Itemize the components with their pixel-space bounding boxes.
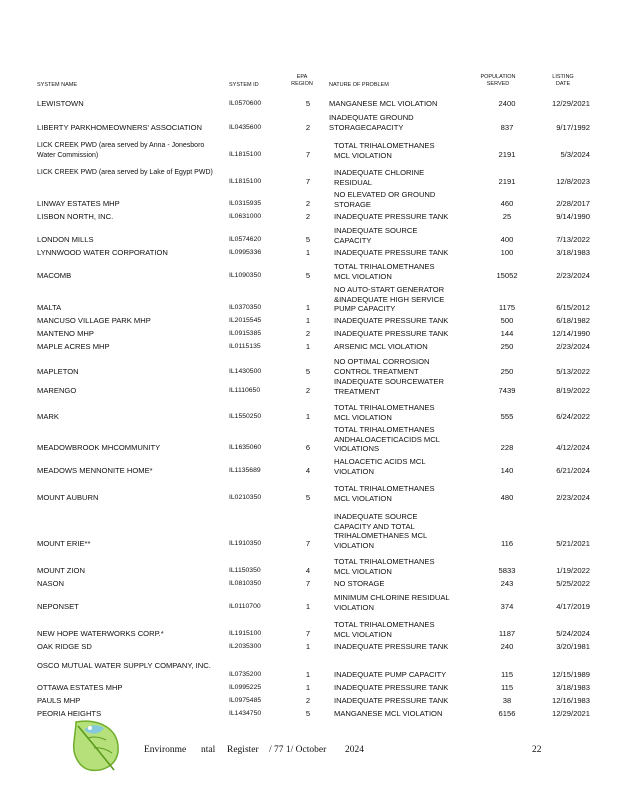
problem: INADEQUATE PRESSURE TANK	[334, 212, 449, 221]
system-name: LIBERTY PARKHOMEOWNERS' ASSOCIATION	[37, 123, 203, 132]
system-name: MARK	[37, 412, 59, 421]
system-name: NASON	[37, 579, 65, 588]
system-name: LYNNWOOD WATER CORPORATION	[37, 248, 168, 257]
problem: NO ELEVATED OR GROUND STORAGE	[334, 190, 436, 209]
epa-region: 7	[305, 177, 311, 186]
problem: TOTAL TRIHALOMETHANES MCL VIOLATION	[334, 262, 435, 281]
listing-date: 12/29/2021	[551, 99, 590, 108]
listing-date: 4/17/2019	[556, 602, 590, 611]
epa-region: 2	[305, 199, 311, 208]
header-nature-of-problem: NATURE OF PROBLEM	[329, 82, 389, 88]
problem: TOTAL TRIHALOMETHANES MCL VIOLATION	[334, 484, 435, 503]
footer-issue: / 77 1/ October	[269, 745, 327, 755]
epa-region: 2	[305, 329, 311, 338]
system-name: MEADOWBROOK MHCOMMUNITY	[37, 443, 161, 452]
system-id: IL0315935	[229, 200, 262, 207]
listing-date: 3/18/1983	[556, 248, 590, 257]
header-epa-region: EPA REGION	[291, 74, 313, 87]
system-id: IL0435600	[229, 124, 262, 131]
problem: INADEQUATE PRESSURE TANK	[334, 696, 449, 705]
epa-region: 1	[305, 412, 311, 421]
population: 15052	[496, 271, 518, 280]
footer-word-3: Register	[227, 745, 259, 755]
header-population-served: POPULATION SERVED	[480, 74, 516, 87]
population: 115	[500, 683, 514, 692]
population: 140	[500, 466, 514, 475]
listing-date: 12/29/2021	[551, 709, 590, 718]
population: 250	[500, 342, 514, 351]
epa-region: 1	[305, 683, 311, 692]
system-name: PAULS MHP	[37, 696, 81, 705]
population: 100	[500, 248, 514, 257]
epa-region: 1	[305, 248, 311, 257]
listing-date: 3/20/1981	[556, 642, 590, 651]
listing-date: 2/28/2017	[556, 199, 590, 208]
problem: ARSENIC MCL VIOLATION	[334, 342, 428, 351]
population: 250	[500, 367, 514, 376]
listing-date: 12/16/1983	[551, 696, 590, 705]
system-id: IL1815100	[229, 178, 262, 185]
population: 25	[502, 212, 512, 221]
problem: TOTAL TRIHALOMETHANES MCL VIOLATION	[334, 403, 435, 422]
listing-date: 2/23/2024	[556, 493, 590, 502]
system-id: IL0735200	[229, 671, 262, 678]
population: 228	[500, 443, 514, 452]
listing-date: 5/13/2022	[556, 367, 590, 376]
system-name: MANCUSO VILLAGE PARK MHP	[37, 316, 151, 325]
listing-date: 6/24/2022	[556, 412, 590, 421]
system-name: LINWAY ESTATES MHP	[37, 199, 120, 208]
listing-date: 6/21/2024	[556, 466, 590, 475]
system-id: IL1430500	[229, 368, 262, 375]
system-id: IL1090350	[229, 272, 262, 279]
system-id: IL1150350	[229, 567, 261, 574]
problem: MANGANESE MCL VIOLATION	[329, 99, 438, 108]
epa-region: 1	[305, 316, 311, 325]
system-id: IL2015545	[229, 317, 262, 324]
epa-region: 5	[305, 235, 311, 244]
system-name: MOUNT ZION	[37, 566, 85, 575]
system-id: IL0975485	[229, 697, 262, 704]
epa-region: 4	[305, 566, 311, 575]
system-id: IL1635060	[229, 444, 262, 451]
population: 374	[500, 602, 514, 611]
population: 5833	[498, 566, 516, 575]
footer-year: 2024	[345, 745, 364, 755]
system-name: MARENGO	[37, 386, 77, 395]
listing-date: 8/19/2022	[556, 386, 590, 395]
population: 116	[500, 539, 514, 548]
epa-region: 5	[305, 709, 311, 718]
system-id: IL0915385	[229, 330, 262, 337]
problem: INADEQUATE GROUND STORAGECAPACITY	[329, 113, 414, 132]
system-id: IL0810350	[229, 580, 262, 587]
epa-region: 7	[305, 150, 311, 159]
system-name: MAPLETON	[37, 367, 79, 376]
listing-date: 7/13/2022	[556, 235, 590, 244]
population: 837	[500, 123, 514, 132]
listing-date: 1/19/2022	[556, 566, 590, 575]
system-id: IL0631000	[229, 213, 262, 220]
system-id: IL0110700	[229, 603, 261, 610]
system-name: PEORIA HEIGHTS	[37, 709, 102, 718]
system-id: IL0210350	[229, 494, 262, 501]
system-name: OAK RIDGE SD	[37, 642, 92, 651]
header-system-id: SYSTEM ID	[229, 82, 259, 88]
population: 6156	[498, 709, 516, 718]
population: 480	[500, 493, 514, 502]
population: 38	[502, 696, 512, 705]
epa-region: 1	[305, 303, 311, 312]
problem: INADEQUATE PRESSURE TANK	[334, 329, 449, 338]
problem: MANGANESE MCL VIOLATION	[334, 709, 443, 718]
epa-region: 1	[305, 670, 311, 679]
footer-word-2: ntal	[201, 745, 216, 755]
system-id: IL0570600	[229, 100, 262, 107]
system-name: LICK CREEK PWD (area served by Anna - Jonesboro Water Commission)	[37, 142, 205, 159]
system-name: LONDON MILLS	[37, 235, 94, 244]
system-id: IL2035300	[229, 643, 262, 650]
system-name: MACOMB	[37, 271, 72, 280]
listing-date: 12/14/1990	[551, 329, 590, 338]
listing-date: 4/12/2024	[556, 443, 590, 452]
system-name: MALTA	[37, 303, 62, 312]
listing-date: 6/15/2012	[556, 303, 590, 312]
system-name: MOUNT ERIE**	[37, 539, 91, 548]
listing-date: 5/25/2022	[556, 579, 590, 588]
system-name: OSCO MUTUAL WATER SUPPLY COMPANY, INC.	[37, 661, 211, 670]
listing-date: 12/15/1989	[551, 670, 590, 679]
system-name: MANTENO MHP	[37, 329, 94, 338]
leaf-logo-icon	[68, 716, 124, 774]
problem: NO OPTIMAL CORROSION CONTROL TREATMENT	[334, 357, 430, 376]
system-name: MEADOWS MENNONITE HOME*	[37, 466, 153, 475]
population: 460	[500, 199, 514, 208]
system-name: MAPLE ACRES MHP	[37, 342, 110, 351]
population: 2191	[498, 177, 516, 186]
population: 1187	[498, 629, 516, 638]
epa-region: 7	[305, 629, 311, 638]
listing-date: 5/24/2024	[556, 629, 590, 638]
population: 555	[500, 412, 514, 421]
epa-region: 1	[305, 602, 311, 611]
epa-region: 4	[305, 466, 311, 475]
system-name: MOUNT AUBURN	[37, 493, 99, 502]
epa-region: 5	[305, 271, 311, 280]
system-id: IL1434750	[229, 710, 262, 717]
listing-date: 9/17/1992	[556, 123, 590, 132]
header-listing-date: LISTING DATE	[552, 74, 574, 87]
population: 115	[500, 670, 514, 679]
system-name: OTTAWA ESTATES MHP	[37, 683, 123, 692]
listing-date: 9/14/1990	[556, 212, 590, 221]
epa-region: 2	[305, 696, 311, 705]
problem: TOTAL TRIHALOMETHANES ANDHALOACETICACIDS MCL VIOLATIONS	[334, 425, 440, 453]
problem: INADEQUATE SOURCE CAPACITY AND TOTAL TRIHALOMETHANES MCL VIOLATION	[334, 512, 427, 550]
problem: NO STORAGE	[334, 579, 385, 588]
problem: INADEQUATE PRESSURE TANK	[334, 248, 449, 257]
problem: INADEQUATE PUMP CAPACITY	[334, 670, 447, 679]
listing-date: 2/23/2024	[556, 342, 590, 351]
system-name: LEWISTOWN	[37, 99, 84, 108]
listing-date: 5/3/2024	[560, 150, 590, 159]
problem: HALOACETIC ACIDS MCL VIOLATION	[334, 457, 426, 476]
population: 243	[500, 579, 514, 588]
listing-date: 5/21/2021	[556, 539, 590, 548]
listing-date: 3/18/1983	[556, 683, 590, 692]
problem: NO AUTO-START GENERATOR &INADEQUATE HIGH SERVICE PUMP CAPACITY	[334, 285, 445, 313]
problem: INADEQUATE SOURCEWATER TREATMENT	[334, 377, 444, 396]
system-id: IL0115135	[229, 343, 261, 350]
epa-region: 2	[305, 123, 311, 132]
system-id: IL0995336	[229, 249, 262, 256]
epa-region: 5	[305, 99, 311, 108]
population: 500	[500, 316, 514, 325]
footer-word-1: Environme	[144, 745, 187, 755]
listing-date: 6/18/1982	[556, 316, 590, 325]
epa-region: 2	[305, 386, 311, 395]
epa-region: 7	[305, 579, 311, 588]
system-id: IL1550250	[229, 413, 262, 420]
listing-date: 2/23/2024	[556, 271, 590, 280]
population: 2191	[498, 150, 516, 159]
epa-region: 6	[305, 443, 311, 452]
problem: INADEQUATE PRESSURE TANK	[334, 642, 449, 651]
epa-region: 5	[305, 493, 311, 502]
system-id: IL1110650	[229, 387, 261, 394]
page-number: 22	[532, 745, 542, 755]
problem: INADEQUATE PRESSURE TANK	[334, 316, 449, 325]
epa-region: 5	[305, 367, 311, 376]
population: 240	[500, 642, 514, 651]
problem: TOTAL TRIHALOMETHANES MCL VIOLATION	[334, 620, 435, 639]
system-name: NEW HOPE WATERWORKS CORP.*	[37, 629, 164, 638]
problem: INADEQUATE CHLORINE RESIDUAL	[334, 168, 425, 187]
system-id: IL1815100	[229, 151, 262, 158]
epa-region: 1	[305, 642, 311, 651]
population: 400	[500, 235, 514, 244]
header-system-name: SYSTEM NAME	[37, 82, 78, 88]
problem: TOTAL TRIHALOMETHANES MCL VIOLATION	[334, 141, 435, 160]
population: 7439	[498, 386, 516, 395]
system-name: LISBON NORTH, INC.	[37, 212, 114, 221]
population: 2400	[498, 99, 516, 108]
system-id: IL0370350	[229, 304, 262, 311]
epa-region: 1	[305, 342, 311, 351]
system-name: NEPONSET	[37, 602, 79, 611]
system-id: IL1135689	[229, 467, 261, 474]
listing-date: 12/8/2023	[556, 177, 590, 186]
problem: TOTAL TRIHALOMETHANES MCL VIOLATION	[334, 557, 435, 576]
problem: INADEQUATE SOURCE CAPACITY	[334, 226, 418, 245]
system-id: IL0995225	[229, 684, 262, 691]
epa-region: 2	[305, 212, 311, 221]
population: 144	[500, 329, 514, 338]
system-name: LICK CREEK PWD (area served by Lake of Egypt PWD)	[37, 169, 213, 176]
system-id: IL1910350	[229, 540, 262, 547]
problem: INADEQUATE PRESSURE TANK	[334, 683, 449, 692]
system-id: IL0574620	[229, 236, 262, 243]
population: 1175	[498, 303, 516, 312]
problem: MINIMUM CHLORINE RESIDUAL VIOLATION	[334, 593, 450, 612]
epa-region: 7	[305, 539, 311, 548]
system-id: IL1915100	[229, 630, 262, 637]
